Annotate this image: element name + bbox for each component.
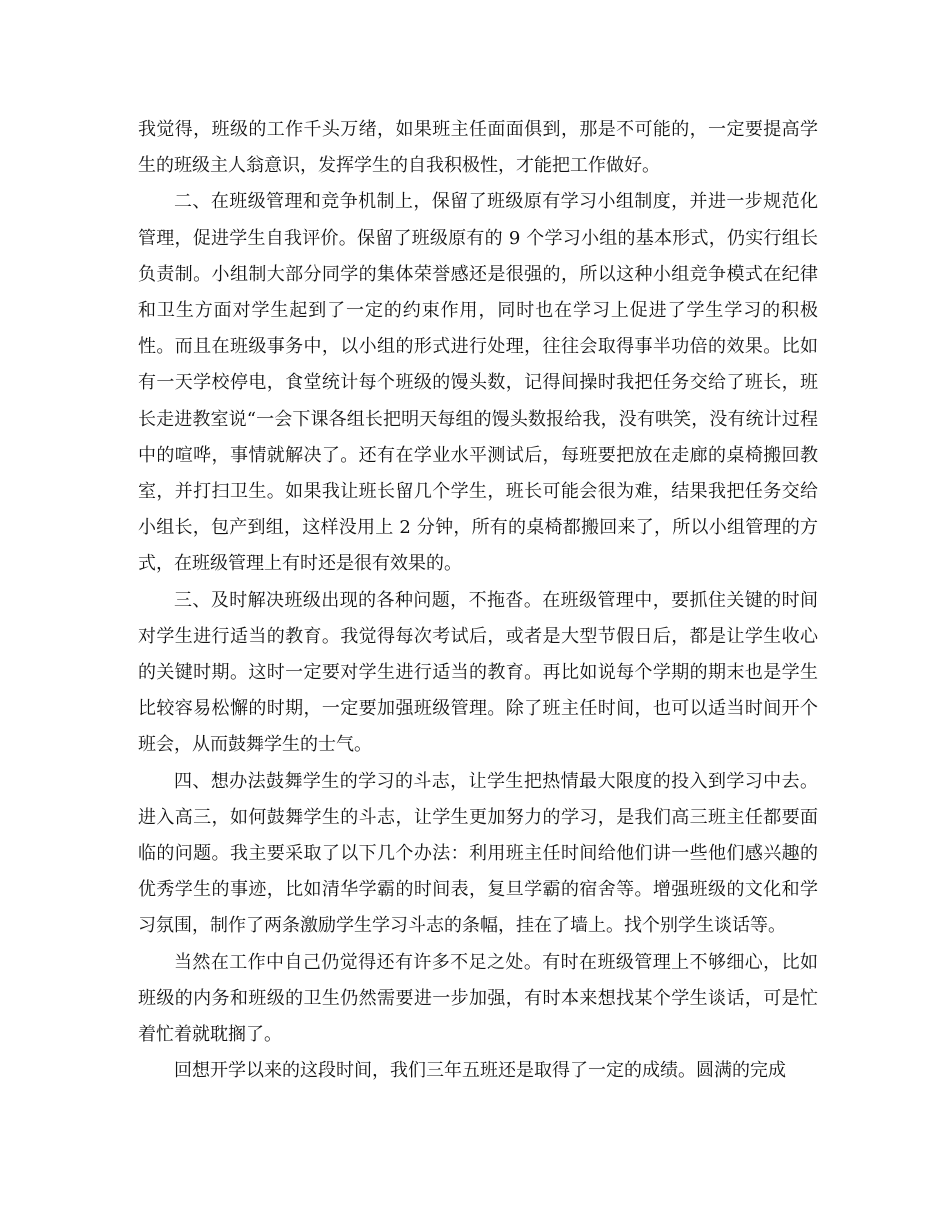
paragraph-review: 回想开学以来的这段时间，我们三年五班还是取得了一定的成绩。圆满的完成	[174, 1060, 786, 1082]
paragraph-section-four: 四、想办法鼓舞学生的学习的斗志，让学生把热情最大限度的投入到学习中去。进入高三，如何鼓舞学生的斗志，让学生更加努力的学习，是我们高三班主任都要面临的问题。我主要采取了以下几个办法：利用班主任时间给他们讲一些他们感兴趣的优秀学生的事迹，比如清华学霸的时间表，复旦学霸的宿舍等。增强班级的文化和学习氛围，制作了两条激励学生学习斗志的条幅，挂在了墙上。找个别学生谈话等。	[138, 770, 818, 937]
document-page	[138, 112, 818, 1089]
paragraph-shortcomings: 当然在工作中自己仍觉得还有许多不足之处。有时在班级管理上不够细心，比如班级的内务和班级的卫生仍然需要进一步加强，有时本来想找某个学生谈话，可是忙着忙着就耽搁了。	[138, 951, 818, 1046]
paragraph-continuation: 我觉得，班级的工作千头万绪，如果班主任面面俱到，那是不可能的，一定要提高学生的班级主人翁意识，发挥学生的自我积极性，才能把工作做好。	[138, 119, 818, 177]
paragraph-section-two: 二、在班级管理和竞争机制上，保留了班级原有学习小组制度，并进一步规范化管理，促进学生自我评价。保留了班级原有的 9 个学习小组的基本形式，仍实行组长负责制。小组制大部分同学的集体荣誉感还是很强的，所以这种小组竞争模式在纪律和卫生方面对学生起到了一定的约束作用，同时也在学习上促进了学生学习的积极性。而且在班级事务中，以小组的形式进行处理，往往会取得事半功倍的效果。比如有一天学校停电，食堂统计每个班级的馒头数，记得间操时我把任务交给了班长，班长走进教室说“一会下课各组长把明天每组的馒头数报给我，没有哄笑，没有统计过程中的喧哗，事情就解决了。还有在学业水平测试后，每班要把放在走廊的桌椅搬回教室，并打扫卫生。如果我让班长留几个学生，班长可能会很为难，结果我把任务交给小组长，包产到组，这样没用上 2 分钟，所有的桌椅都搬回来了，所以小组管理的方式，在班级管理上有时还是很有效果的。	[138, 191, 818, 575]
paragraph-section-three: 三、及时解决班级出现的各种问题，不拖沓。在班级管理中，要抓住关键的时间对学生进行适当的教育。我觉得每次考试后，或者是大型节假日后，都是让学生收心的关键时期。这时一定要对学生进行适当的教育。再比如说每个学期的期末也是学生比较容易松懈的时期，一定要加强班级管理。除了班主任时间，也可以适当时间开个班会，从而鼓舞学生的士气。	[138, 589, 818, 756]
